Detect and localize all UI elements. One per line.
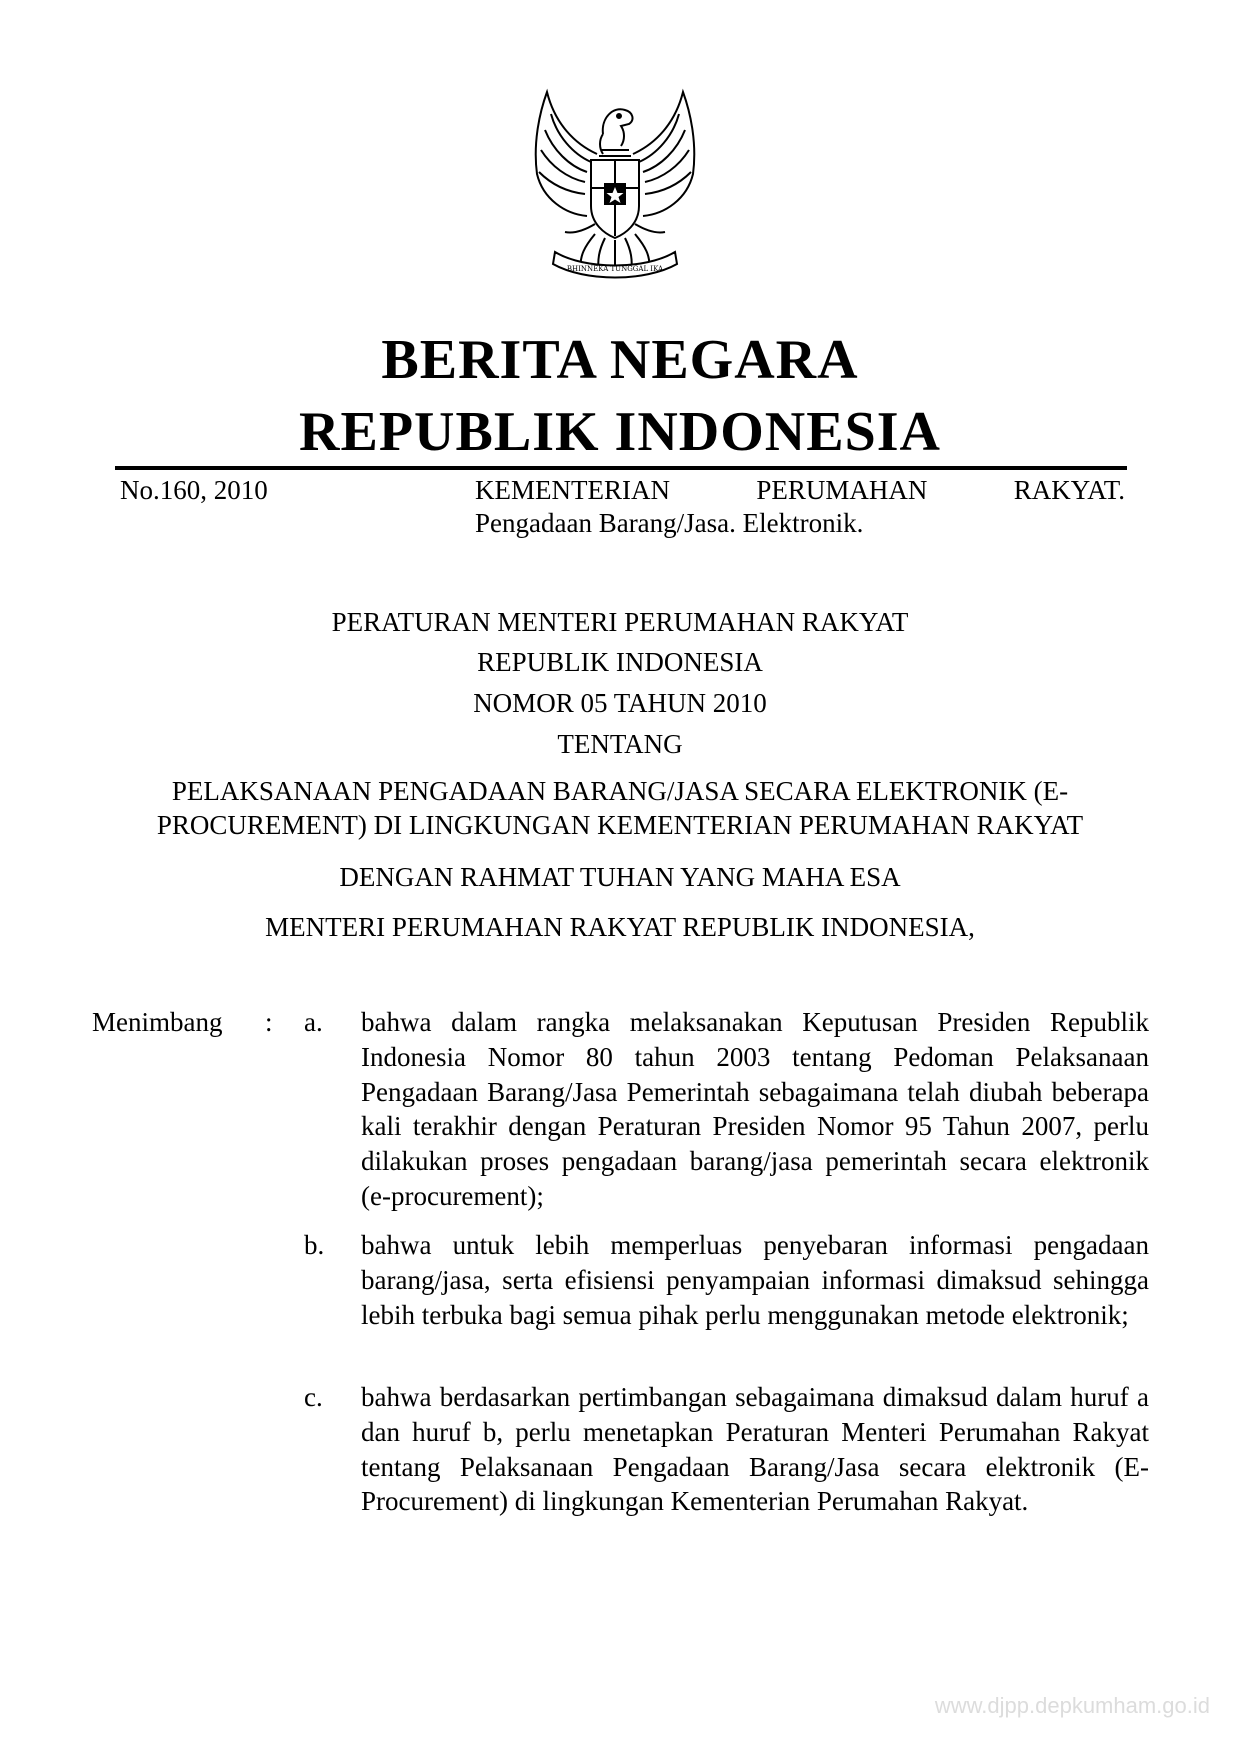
consideration-marker-a: a. <box>304 1007 323 1037</box>
regulation-subject-line1: PELAKSANAAN PENGADAAN BARANG/JASA SECARA ELEKTRONIK (E- <box>171 776 1069 806</box>
garuda-emblem <box>525 84 705 294</box>
considerations-colon: : <box>265 1007 273 1037</box>
consideration-text-c: bahwa berdasarkan pertimbangan sebagaimana dimaksud dalam huruf a dan huruf b, perlu menetapkan Peraturan Menteri Perumahan Rakyat tentang Pelaksanaan Pengadaan Barang/Jasa secara elektronik (E-Procurement) di lingkungan Kementerian Perumahan Rakyat. <box>361 1382 1149 1517</box>
regulation-heading: PERATURAN MENTERI PERUMAHAN RAKYAT <box>331 607 909 637</box>
consideration-marker-b: b. <box>304 1230 325 1260</box>
issuer: MENTERI PERUMAHAN RAKYAT REPUBLIK INDONESIA, <box>265 912 975 942</box>
motto-text: BHINNEKA TUNGGAL IKA <box>566 265 664 273</box>
regulation-country: REPUBLIK INDONESIA <box>477 647 763 677</box>
regulation-about: TENTANG <box>557 729 683 759</box>
consideration-text-a: bahwa dalam rangka melaksanakan Keputusan Presiden Republik Indonesia Nomor 80 tahun 2003 tentang Pedoman Pelaksanaan Pengadaan Barang/Jasa Pemerintah sebagaimana telah diubah beberapa kali terakhir dengan Peraturan Presiden Nomor 95 Tahun 2007, perlu dilakukan proses pengadaan barang/jasa pemerintah secara elektronik (e-procurement); <box>361 1007 1149 1211</box>
invocation: DENGAN RAHMAT TUHAN YANG MAHA ESA <box>339 862 901 892</box>
regulation-subject-line2: PROCUREMENT) DI LINGKUNGAN KEMENTERIAN PERUMAHAN RAKYAT <box>156 810 1084 840</box>
source-watermark: www.djpp.depkumham.go.id <box>934 1693 1210 1718</box>
header-divider <box>115 466 1127 470</box>
gazette-title-line1: BERITA NEGARA <box>381 329 859 391</box>
gazette-number: No.160, 2010 <box>120 475 268 505</box>
institution-name: KEMENTERIAN PERUMAHAN RAKYAT. <box>475 475 1125 505</box>
consideration-marker-c: c. <box>304 1382 323 1412</box>
considerations-label: Menimbang <box>92 1007 223 1037</box>
regulation-number: NOMOR 05 TAHUN 2010 <box>473 688 767 718</box>
subject-line: Pengadaan Barang/Jasa. Elektronik. <box>475 508 864 538</box>
consideration-text-b: bahwa untuk lebih memperluas penyebaran informasi pengadaan barang/jasa, serta efisiensi penyampaian informasi dimaksud sehingga lebih terbuka bagi semua pihak perlu menggunakan metode elektronik; <box>361 1230 1149 1330</box>
gazette-title-line2: REPUBLIK INDONESIA <box>299 401 941 463</box>
